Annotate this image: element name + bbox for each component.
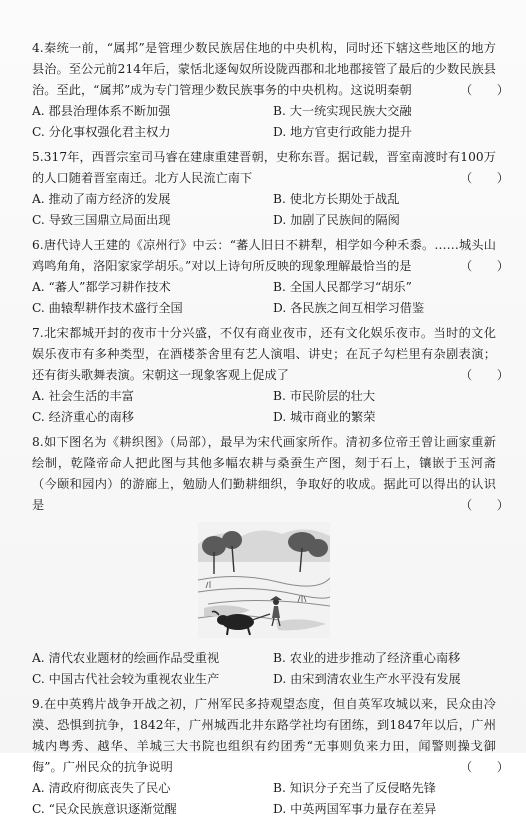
answer-blank: （ ） bbox=[460, 368, 509, 382]
question-5 bbox=[32, 147, 509, 231]
question-7 bbox=[32, 323, 509, 428]
option-d: D. 各民族之间互相学习借鉴 bbox=[273, 301, 425, 315]
option-d: D. 中英两国军事力量存在差异 bbox=[273, 802, 437, 816]
options bbox=[32, 386, 496, 428]
question-stem: 在中英鸦片战争开战之初，广州军民多持观望态度，但自英军攻城以来，民众由冷漠、恐惧到抗争，1842年，广州城西北井东路学社均有团练，到1847年以后，广州城内粤秀、越华、羊城三大书院也组织有约团秀“无事则负来力田，闻警则操戈御侮”。广州民众的抗争说明 bbox=[32, 697, 496, 774]
option-d: D. 城市商业的繁荣 bbox=[273, 410, 376, 424]
option-c: C. 经济重心的南移 bbox=[32, 410, 134, 424]
painting-image bbox=[198, 522, 330, 638]
options bbox=[32, 277, 496, 319]
question-stem: 秦统一前，“属邦”是管理少数民族居住地的中央机构，同时还下辖这些地区的地方县治。至公元前214年后，蒙恬北逐匈奴所设陇西郡和北地郡接管了最后的少数民族县治。至此，“属邦”成为专门管理少数民族事务的中央机构。这说明秦朝 bbox=[32, 41, 496, 97]
answer-blank: （ ） bbox=[460, 171, 509, 185]
option-a: A. 清政府彻底丧失了民心 bbox=[32, 781, 171, 795]
option-d: D. 加剧了民族间的隔阂 bbox=[273, 213, 400, 227]
options bbox=[32, 778, 496, 820]
option-d: D. 地方官吏行政能力提升 bbox=[273, 125, 412, 139]
option-b: B. 市民阶层的壮大 bbox=[273, 389, 376, 403]
option-c: C. 曲辕犁耕作技术盛行全国 bbox=[32, 301, 183, 315]
question-stem: 唐代诗人王建的《凉州行》中云：“蕃人旧日不耕犁，相学如今种禾黍。……城头山鸡鸣角角，洛阳家家学胡乐。”对以上诗句所反映的现象理解最恰当的是 bbox=[32, 238, 496, 273]
option-a: A. 清代农业题材的绘画作品受重视 bbox=[32, 651, 220, 665]
question-9 bbox=[32, 694, 509, 820]
question-number: 7. bbox=[32, 326, 44, 340]
option-d: D. 由宋到清农业生产水平没有发展 bbox=[273, 672, 461, 686]
option-a: A. 推动了南方经济的发展 bbox=[32, 192, 171, 206]
option-b: B. 大一统实现民族大交融 bbox=[273, 104, 412, 118]
question-stem: 如下图名为《耕织图》（局部），最早为宋代画家所作。清初多位帝王曾让画家重新绘制，乾隆帝命人把此图与其他多幅农耕与桑蚕生产图，刻于石上，镶嵌于玉河斋（今颐和园内）的游廊上，勉励人们勤耕细织，争取好的收成。据此可以得出的认识是 bbox=[32, 435, 496, 512]
option-a: A. 郡县治理体系不断加强 bbox=[32, 104, 171, 118]
question-number: 8. bbox=[32, 435, 44, 449]
option-c: C. 分化事权强化君主权力 bbox=[32, 125, 171, 139]
question-stem: 北宋都城开封的夜市十分兴盛，不仅有商业夜市，还有文化娱乐夜市。当时的文化娱乐夜市有多种类型，在酒楼茶舍里有艺人演唱、讲史；在瓦子勾栏里有杂剧表演；还有街头歌舞表演。宋朝这一现象客观上促成了 bbox=[32, 326, 496, 382]
gengzhi-painting-figure bbox=[32, 522, 496, 638]
answer-blank: （ ） bbox=[460, 83, 509, 97]
question-number: 6. bbox=[32, 238, 44, 252]
options bbox=[32, 101, 496, 143]
option-c: C. 中国古代社会较为重视农业生产 bbox=[32, 672, 220, 686]
answer-blank: （ ） bbox=[460, 259, 509, 273]
option-b: B. 农业的进步推动了经济重心南移 bbox=[273, 651, 461, 665]
options bbox=[32, 189, 496, 231]
question-number: 5. bbox=[32, 150, 44, 164]
option-a: A. “蕃人”都学习耕作技术 bbox=[32, 280, 171, 294]
option-b: B. 全国人民都学习“胡乐” bbox=[273, 280, 412, 294]
question-number: 9. bbox=[32, 697, 44, 711]
options bbox=[32, 648, 496, 690]
option-a: A. 社会生活的丰富 bbox=[32, 389, 134, 403]
question-6 bbox=[32, 235, 509, 319]
option-b: B. 知识分子充当了反侵略先锋 bbox=[273, 781, 436, 795]
question-8 bbox=[32, 432, 509, 690]
question-stem: 317年，西晋宗室司马睿在建康重建晋朝，史称东晋。据记载，晋室南渡时有100万的人口随着晋室南迁。北方人民流亡南下 bbox=[32, 150, 496, 185]
question-number: 4. bbox=[32, 41, 44, 55]
option-c: C. “民众民族意识逐渐觉醒 bbox=[32, 802, 177, 816]
answer-blank: （ ） bbox=[460, 498, 509, 512]
answer-blank: （ ） bbox=[460, 760, 509, 774]
option-b: B. 使北方长期处于战乱 bbox=[273, 192, 400, 206]
question-4 bbox=[32, 38, 509, 143]
option-c: C. 导致三国鼎立局面出现 bbox=[32, 213, 171, 227]
